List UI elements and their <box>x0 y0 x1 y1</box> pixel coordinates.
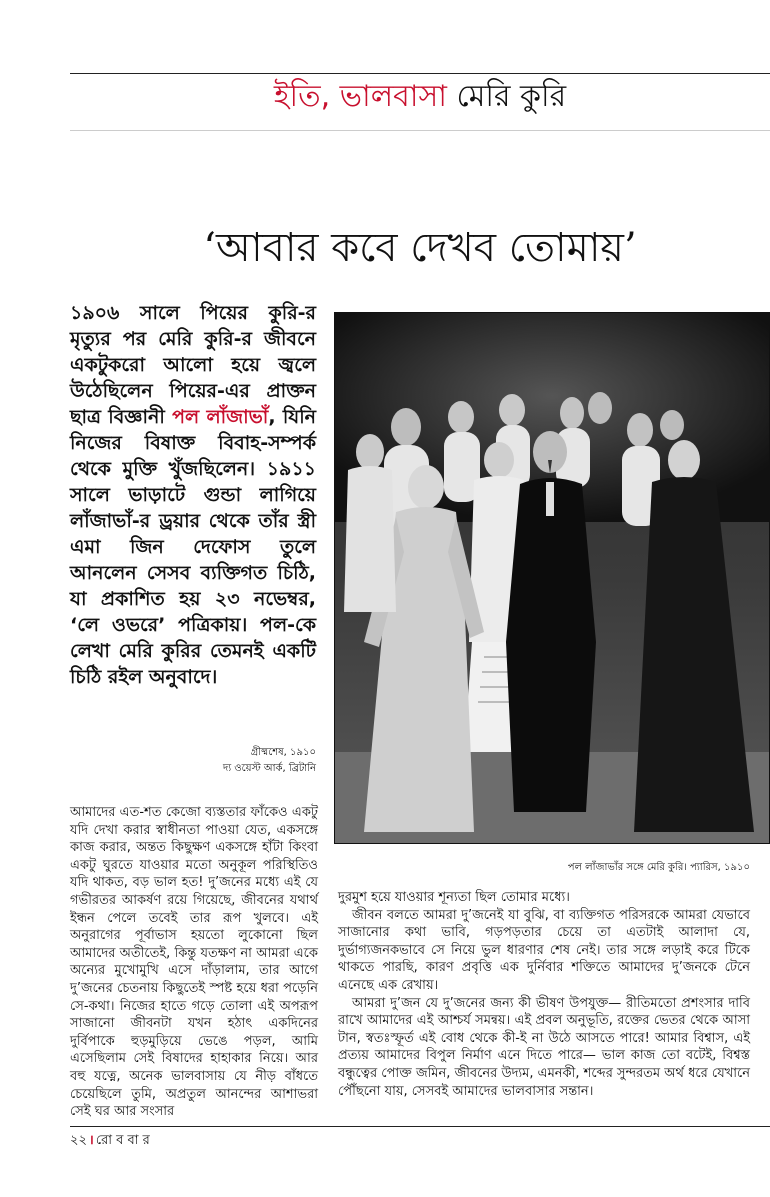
dateline-place: দ্য ওয়েস্ট আর্ক, ব্রিটানি <box>222 763 316 774</box>
intro-text-1: ১৯০৬ সালে পিয়ের কুরি-র মৃত্যুর পর মেরি কুরি-র জীবনে একটুকরো আলো হয়ে জ্বলে উঠেছিলেন পিয়ের-এর প্রাক্তন ছাত্র বিজ্ঞানী <box>70 302 316 428</box>
series-title <box>70 74 770 120</box>
footer-separator: । <box>88 1133 94 1148</box>
letter-right-paragraph: দুরমুশ হয়ে যাওয়ার শূন্যতা ছিল তোমার মধ্যে। <box>338 890 570 905</box>
series-title-red: ইতি, ভালবাসা <box>273 79 447 114</box>
page-footer <box>70 1132 150 1150</box>
photo-caption: পল লাঁজাভাঁর সঙ্গে মেরি কুরি। প্যারিস, ১৯১০ <box>567 862 750 873</box>
letter-right-paragraph: আমরা দু’জন যে দু’জনের জন্য কী ভীষণ উপযুক্ত— রীতিমতো প্রশংসার দাবি রাখে আমাদের এই আশ্চর্য সমন্বয়। এই প্রবল অনুভূতি, রক্তের ভেতর থেকে আসা টান, স্বতঃস্ফূর্ত এই বোধ থেকে কী-ই না উঠে আসতে পারে! আমার বিশ্বাস, এই প্রত্যয় আমাদের বিপুল নির্মাণ এনে দিতে পারে— ভাল কাজ তো বটেই, বিশ্বস্ত বন্ধুত্বের পোক্ত জমিন, জীবনের উদ্যম, এমনকী, শব্দের সুন্দরতম অর্থ ধরে যেখানে পৌঁছনো যায়, সেসবই আমাদের ভালবাসার সন্তান। <box>338 995 750 1099</box>
series-title-black: মেরি কুরি <box>456 79 567 114</box>
group-photo <box>334 312 770 844</box>
intro-paragraph <box>70 300 316 690</box>
dateline <box>160 745 316 777</box>
letter-right-paragraph: জীবন বলতে আমরা দু’জনেই যা বুঝি, বা ব্যক্তিগত পরিসরকে আমরা যেভাবে সাজানোর কথা ভাবি, গড়পড়তার চেয়ে তা এতটাই আলাদা যে, দুর্ভাগ্যজনকভাবে সে নিয়ে ভুল ধারণার শেষ নেই। তার সঙ্গে লড়াই করে টিকে থাকতে পারছি, কারণ প্রবৃত্তি এক দুর্নিবার শক্তিতে আমাদের দু’জনকে টেনে এনেছে এক রেখায়। <box>338 907 750 993</box>
intro-highlight-name: পল লাঁজাভাঁ <box>172 406 269 428</box>
magazine-name: রো ব বা র <box>95 1133 150 1148</box>
page-number: ২২ <box>70 1133 87 1148</box>
header-rule <box>70 130 770 131</box>
headline: ‘আবার কবে দেখব তোমায়’ <box>203 225 637 271</box>
intro-text-2: , যিনি নিজের বিষাক্ত বিবাহ-সম্পর্ক থেকে মুক্তি খুঁজছিলেন। ১৯১১ সালে ভাড়াটে গুন্ডা লাগিয়ে লাঁজাভাঁ-র ড্রয়ার থেকে তাঁর স্ত্রী এমা জিন দেফোস তুলে আনলেন সেসব ব্যক্তিগত চিঠি, যা প্রকাশিত হয় ২৩ নভেম্বর, ‘লে ওভরে’ পত্রিকায়। পল-কে লেখা মেরি কুরির তেমনই একটি চিঠি রইল অনুবাদে। <box>70 406 316 688</box>
letter-left-text: আমাদের এত-শত কেজো ব্যস্ততার ফাঁকেও একটু যদি দেখা করার স্বাধীনতা পাওয়া যেত, একসঙ্গে কাজ করার, অন্তত কিছুক্ষণ একসঙ্গে হাঁটা কিংবা একটু ঘুরতে যাওয়ার মতো অনুকূল পরিস্থিতিও যদি থাকত, বড় ভাল হত! দু’জনের মধ্যে এই যে গভীরতর আকর্ষণ রয়ে গিয়েছে, জীবনের যথার্থ ইন্ধন পেলে তবেই তার রূপ খুলবে। এই অনুরাগের পূর্বাভাস হয়তো লুকোনো ছিল আমাদের অতীতেই, কিন্তু যতক্ষণ না আমরা একে অন্যের মুখোমুখি এসে দাঁড়ালাম, তার আগে দু’জনের চেতনায় কিছুতেই স্পষ্ট হয়ে ধরা পড়েনি সে-কথা। নিজের হাতে গড়ে তোলা এই অপরূপ সাজানো জীবনটা যখন হঠাৎ একদিনের দুর্বিপাকে হুড়মুড়িয়ে ভেঙে পড়ল, আমি এসেছিলাম সেই বিষাদের হাহাকার নিয়ে। আর বহু যত্নে, অনেক ভালবাসায় যে নীড় বাঁধতে চেয়েছিলে তুমি, অপ্রতুল আনন্দের আশাভরা সেই ঘর আর সংসার <box>70 805 318 1120</box>
bottom-rule <box>70 1126 770 1127</box>
letter-column-left <box>70 804 318 1121</box>
letter-column-right <box>338 889 750 1100</box>
dateline-date: গ্রীষ্মশেষ, ১৯১০ <box>250 747 316 758</box>
